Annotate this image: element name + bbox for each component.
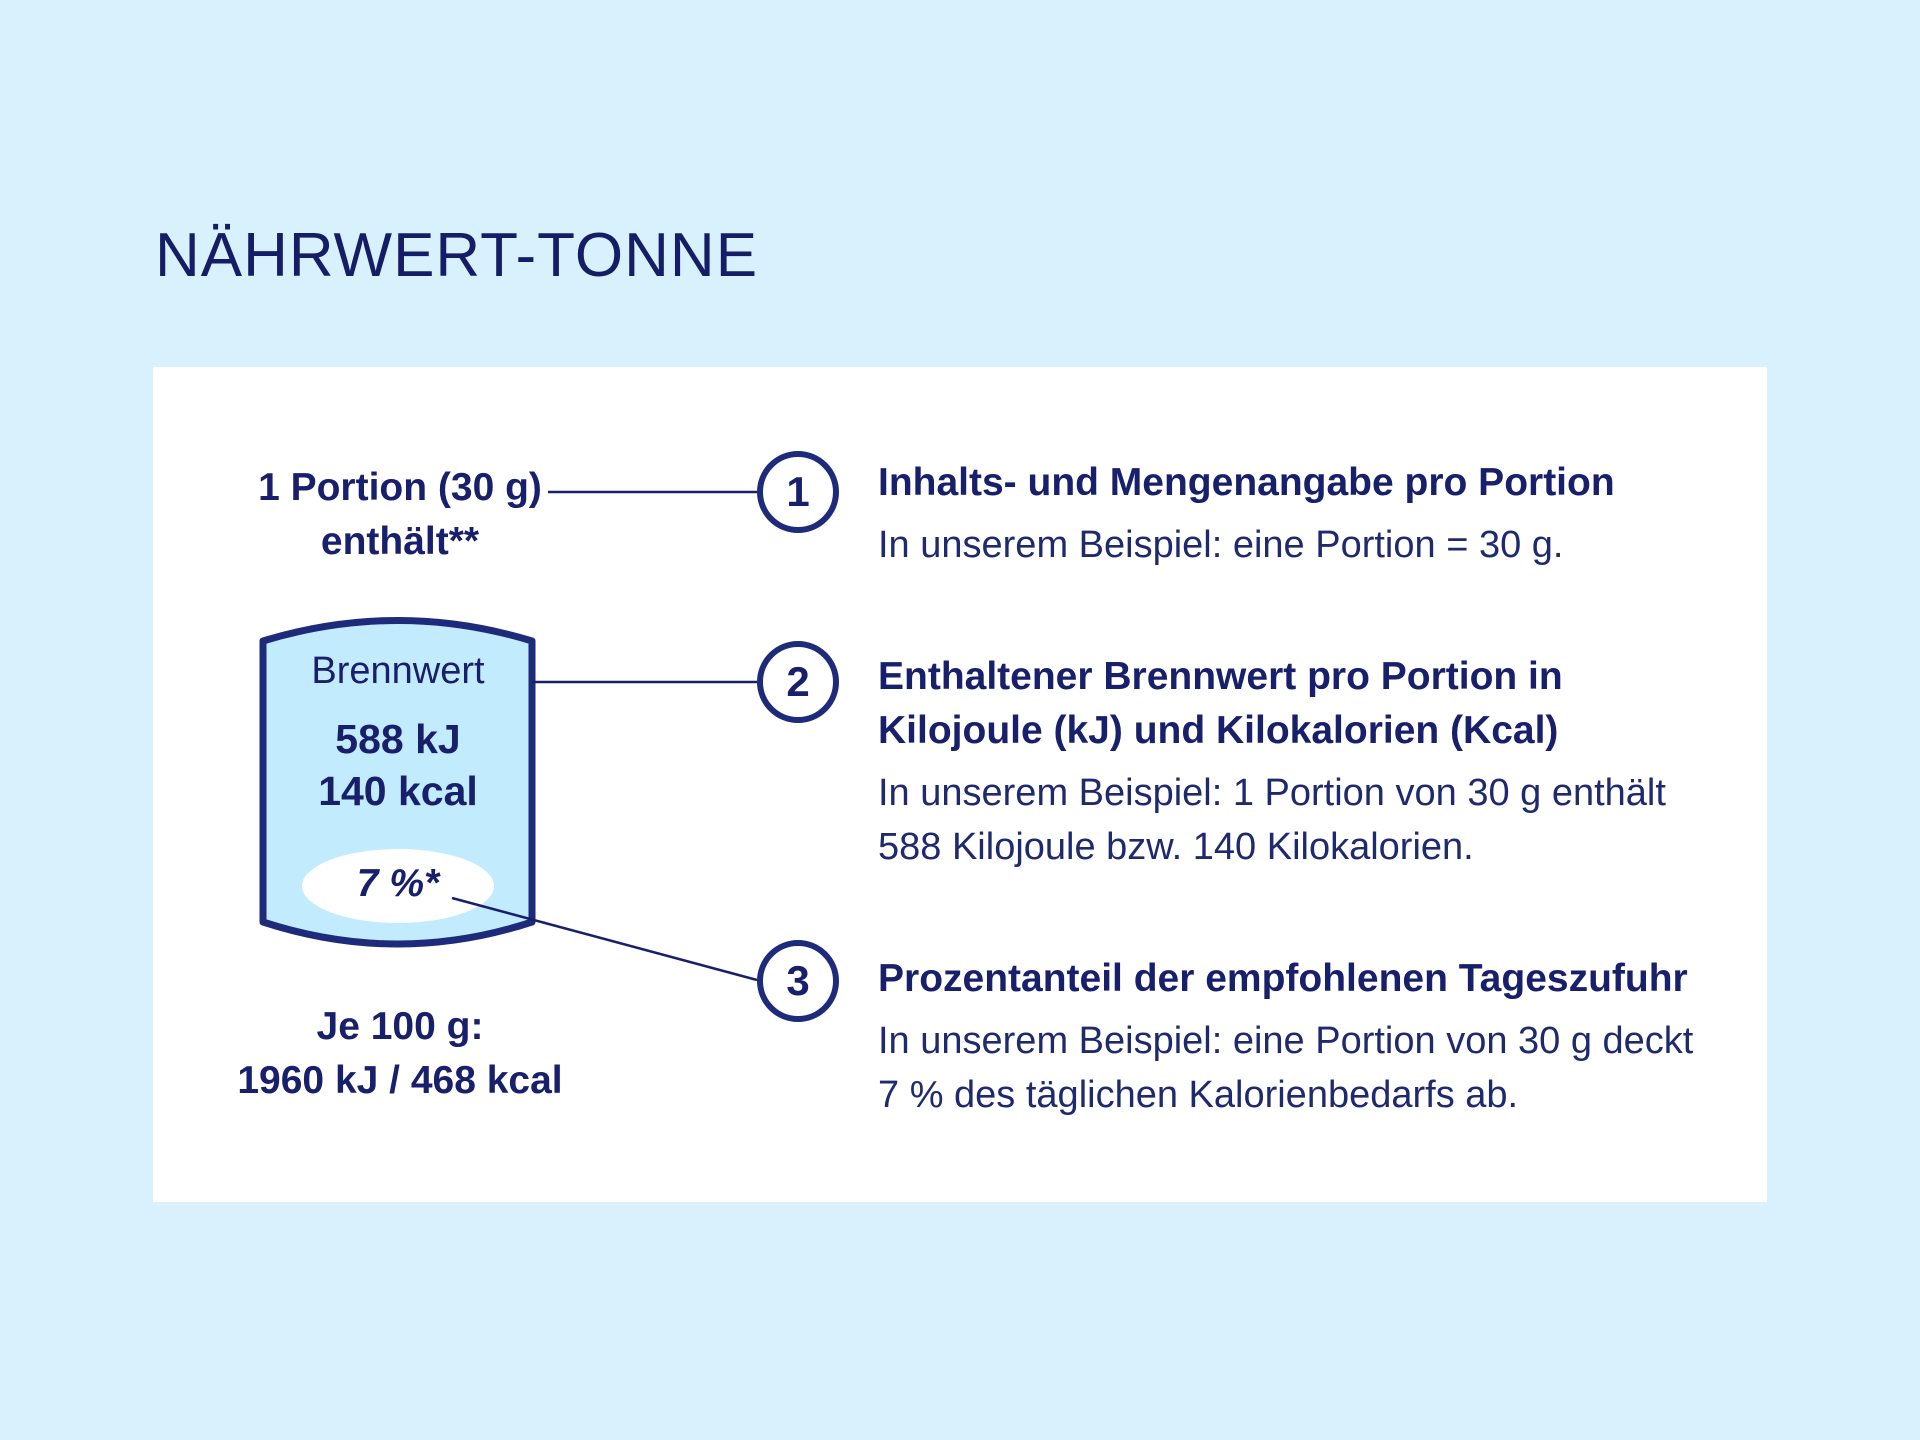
- page-title: NÄHRWERT-TONNE: [155, 221, 759, 290]
- item-text-3: In unserem Beispiel: eine Portion von 30 g deckt 7 % des täglichen Kalorienbedarfs ab.: [878, 1020, 1694, 1116]
- per-100g-heading: Je 100 g:: [316, 1005, 484, 1048]
- item-text-1: In unserem Beispiel: eine Portion = 30 g.: [878, 524, 1564, 566]
- explanation-item-1: [878, 456, 1708, 572]
- step-number-3: 3: [786, 957, 810, 1004]
- portion-label: 1 Portion (30 g) enthält**: [258, 466, 542, 563]
- can-kj-value: 588 kJ: [335, 716, 461, 762]
- can-energy-label: Brennwert: [311, 650, 485, 692]
- item-heading-1: Inhalts- und Mengenangabe pro Portion: [878, 461, 1615, 504]
- item-text-2: In unserem Beispiel: 1 Portion von 30 g enthält 588 Kilojoule bzw. 140 Kilokalorien.: [878, 772, 1666, 868]
- can-kcal-value: 140 kcal: [318, 768, 478, 814]
- step-number-2: 2: [786, 658, 810, 705]
- step-number-1: 1: [786, 468, 810, 515]
- explanation-item-3: [878, 952, 1708, 1122]
- connector-line-3: [452, 898, 757, 980]
- explanation-item-2: [878, 650, 1708, 874]
- item-heading-2: Enthaltener Brennwert pro Portion in Kilojoule (kJ) und Kilokalorien (Kcal): [878, 655, 1563, 752]
- per-100g-info: [195, 1000, 605, 1108]
- item-heading-3: Prozentanteil der empfohlenen Tageszufuhr: [878, 957, 1688, 1000]
- can-percent-value: 7 %*: [356, 862, 440, 905]
- per-100g-values: 1960 kJ / 468 kcal: [237, 1059, 563, 1102]
